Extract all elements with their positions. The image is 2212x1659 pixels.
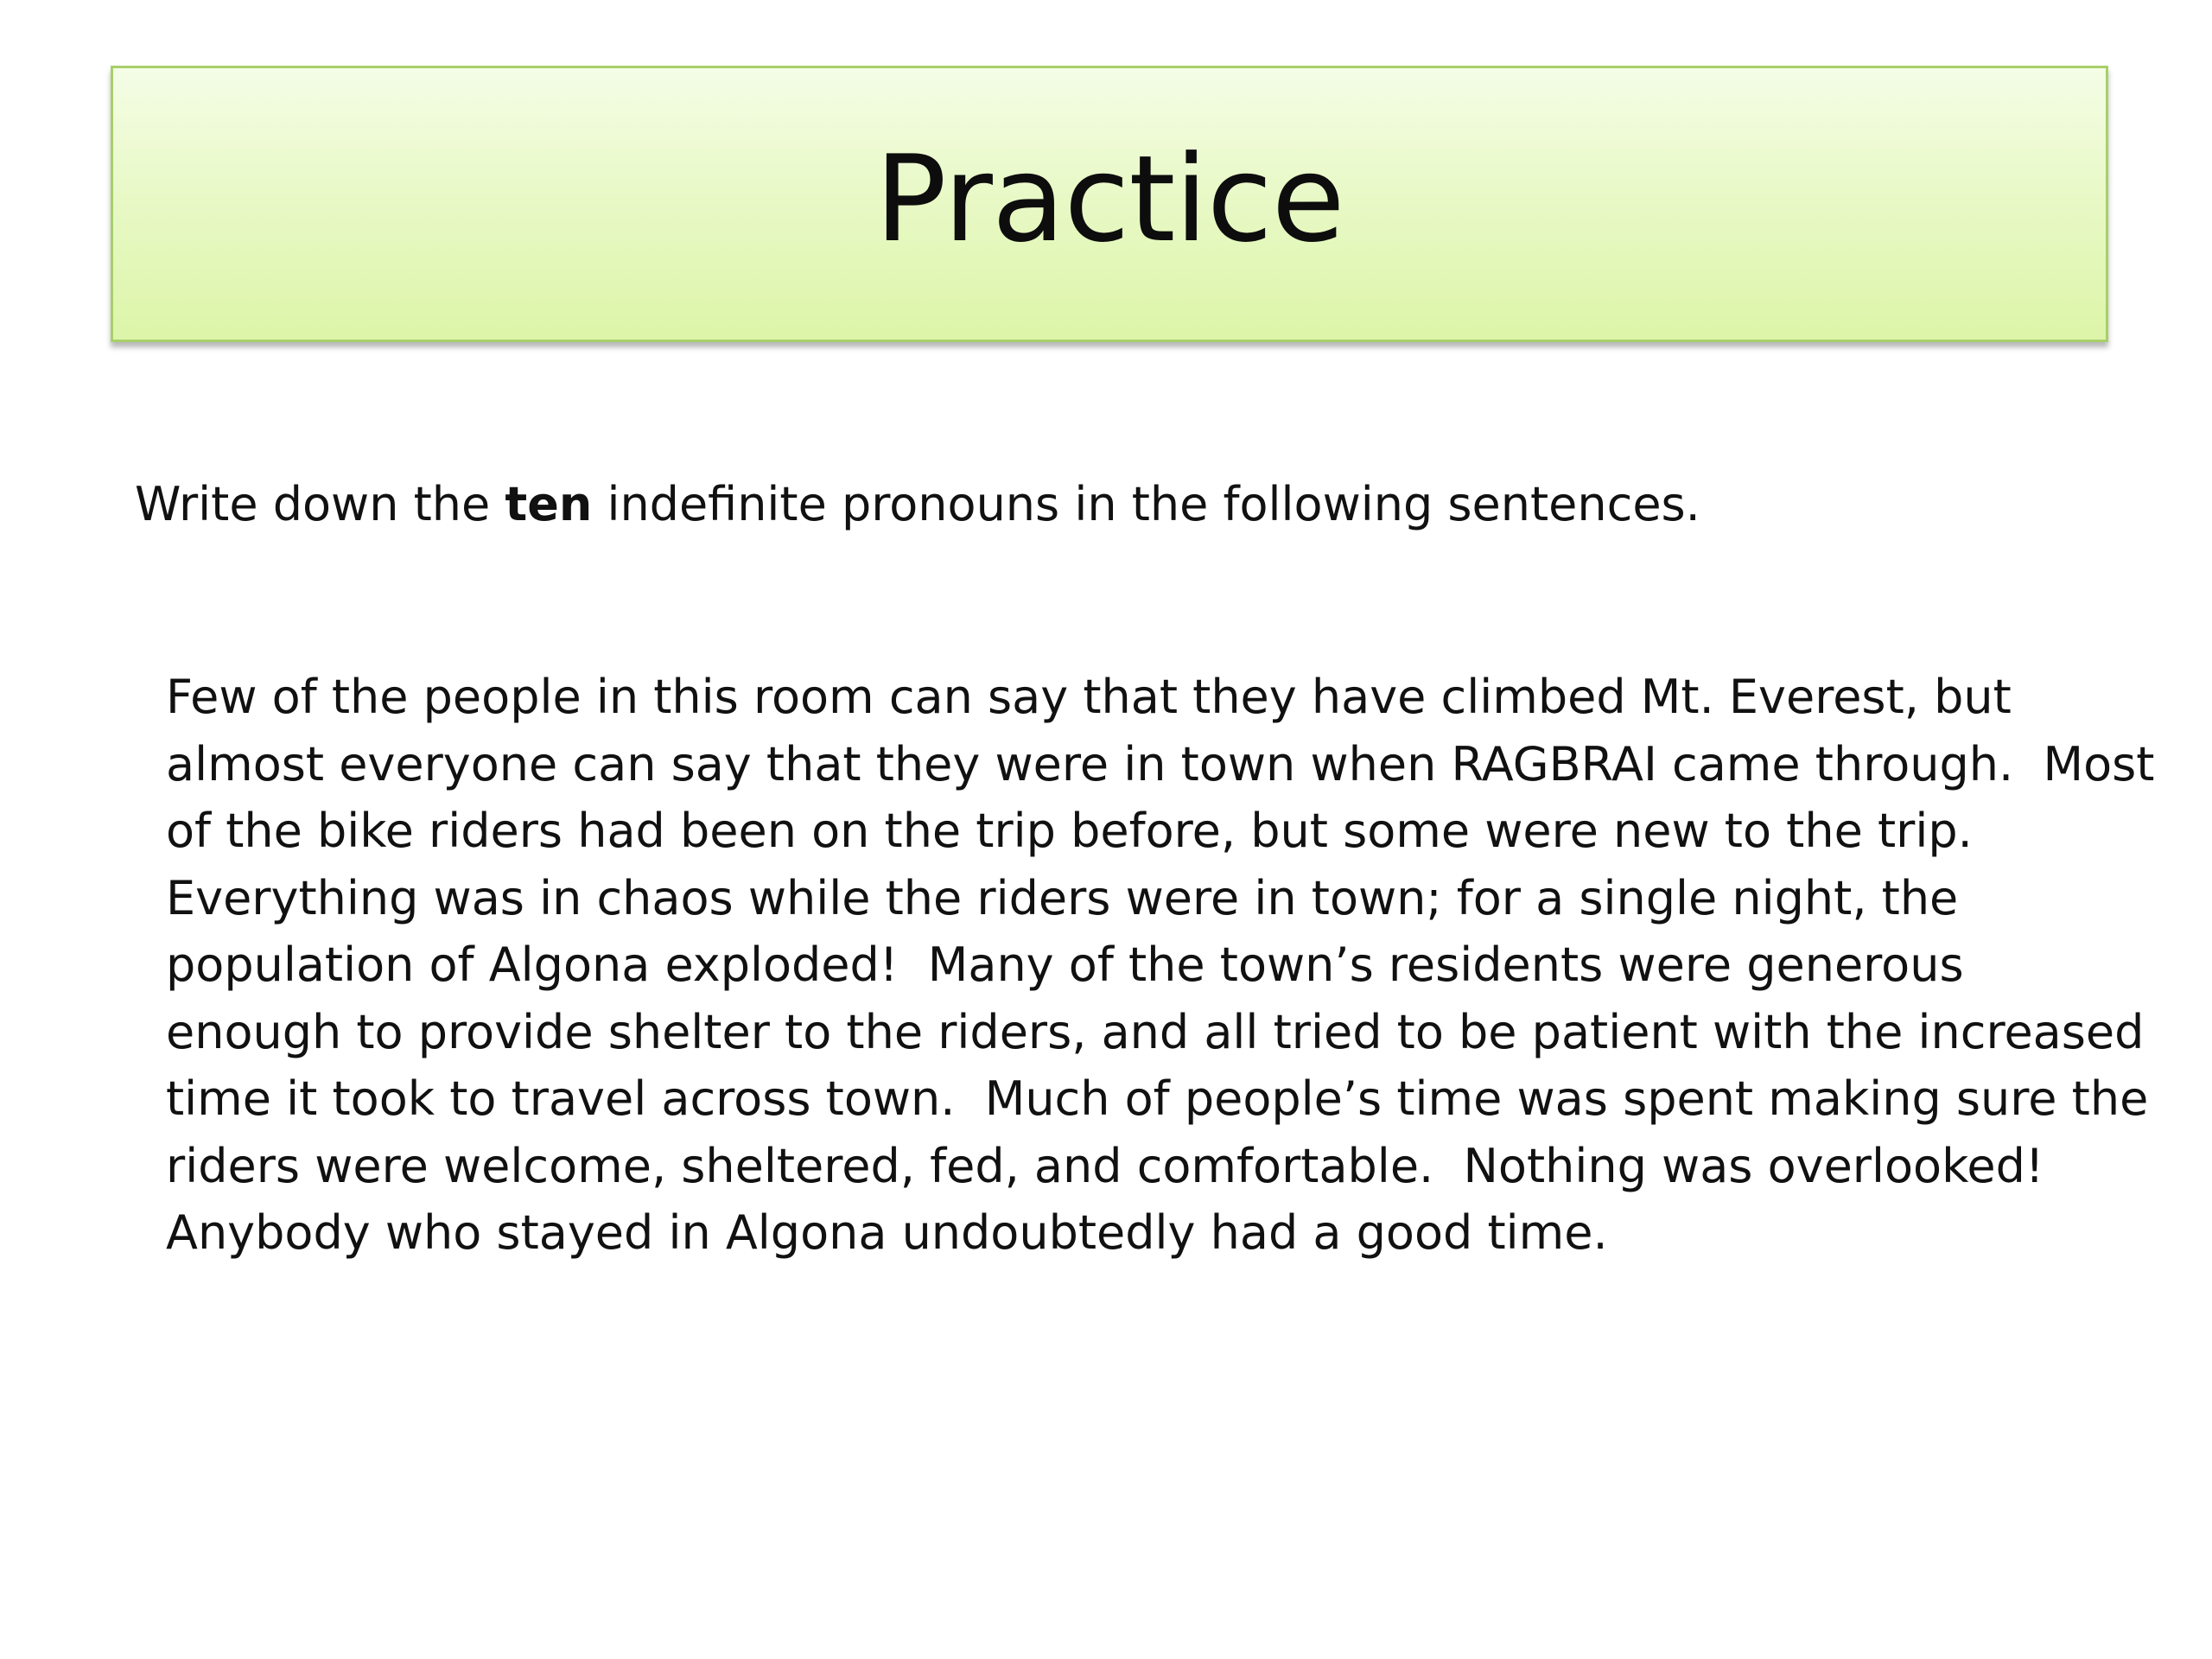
instruction-text bbox=[135, 474, 2122, 536]
passage-line: almost everyone can say that they were in town when RAGBRAI came through. Most bbox=[166, 736, 2155, 791]
passage-line: Everything was in chaos while the riders were in town; for a single night, the bbox=[166, 870, 1959, 925]
passage-line: population of Algona exploded! Many of the town’s residents were generous bbox=[166, 938, 1964, 992]
passage-line: of the bike riders had been on the trip before, but some were new to the trip. bbox=[166, 804, 1973, 858]
instruction-before: Write down the bbox=[135, 477, 505, 531]
passage-line: riders were welcome, sheltered, fed, and comfortable. Nothing was overlooked! bbox=[166, 1138, 2044, 1193]
title-box bbox=[111, 66, 2108, 342]
passage-line: time it took to travel across town. Much of people’s time was spent making sure the bbox=[166, 1071, 2149, 1126]
instruction-emphasis: ten bbox=[505, 477, 593, 531]
slide-title: Practice bbox=[874, 130, 1344, 269]
instruction-after: indefinite pronouns in the following sentences. bbox=[592, 477, 1700, 531]
passage bbox=[166, 664, 2153, 1267]
passage-line: enough to provide shelter to the riders, and all tried to be patient with the increased bbox=[166, 1004, 2145, 1059]
passage-line: Anybody who stayed in Algona undoubtedly had a good time. bbox=[166, 1205, 1608, 1260]
passage-line: Few of the people in this room can say that they have climbed Mt. Everest, but bbox=[166, 670, 2012, 724]
